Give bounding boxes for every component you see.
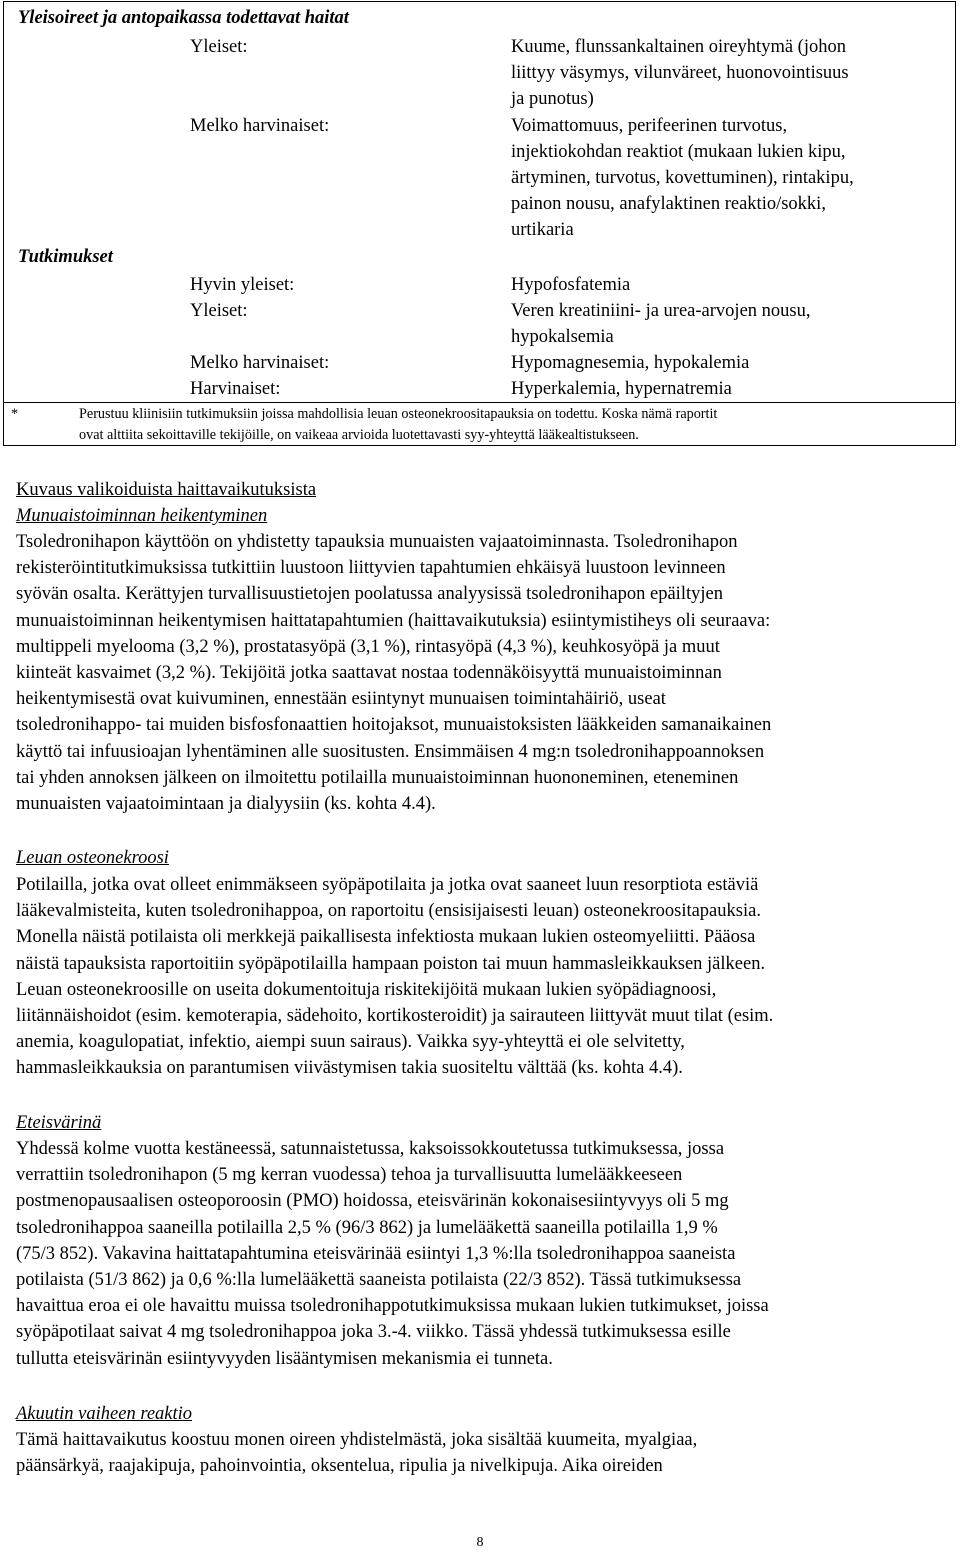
subsection-title: Munuaistoiminnan heikentyminen	[16, 506, 268, 526]
subsection-title: Akuutin vaiheen reaktio	[16, 1404, 193, 1424]
footnote-text: ovat alttiita sekoittaville tekijöille, on vaikeaa arvioida luotettavasti syy-yhteyttä lääkealtistukseen.	[79, 427, 639, 443]
effect-text: hypokalsemia	[511, 327, 614, 347]
subsection-title: Leuan osteonekroosi	[16, 848, 169, 868]
effect-text: Hypomagnesemia, hypokalemia	[511, 353, 750, 373]
paragraph: Potilailla, jotka ovat olleet enimmäkseen syöpäpotilaita ja jotka ovat saaneet luun resorptiota estäviä lääkevalmisteita, kuten tsoledronihappoa, on raportoitu (ensisijaisesti leuan) osteonekroositapauksia. Monella näistä potilaista oli merkkejä paikallisesta infektiosta mukaan lukien osteomyeliitti. Pääosa näistä tapauksista raportoitiin syöpäpotilailla hampaan poiston tai muun hammasleikkauksen jälkeen. Leuan osteonekroosille on useita dokumentoituja riskitekijöitä mukaan lukien syöpädiagnoosi, liitännäishoidot (esim. kemoterapia, sädehoito, kortikosteroidit) ja sairauteen liittyvät muut tilat (esim. anemia, koagulopatiat, infektio, aiempi suun sairaus). Vaikka syy-yhteyttä ei ole selvitetty, hammasleikkauksia on parantumisen viivästymisen takia suositeltu välttää (ks. kohta 4.4).	[16, 875, 774, 1079]
freq-label: Yleiset:	[190, 37, 248, 57]
effect-text: liittyy väsymys, vilunväreet, huonovointisuus	[511, 63, 849, 83]
freq-label: Hyvin yleiset:	[190, 275, 295, 295]
freq-label: Melko harvinaiset:	[190, 353, 330, 373]
effect-text: Hypofosfatemia	[511, 275, 631, 295]
effect-text: painon nousu, anafylaktinen reaktio/sokki,	[511, 194, 826, 214]
freq-label: Harvinaiset:	[190, 379, 281, 399]
effect-text: ja punotus)	[511, 89, 594, 109]
effect-text: injektiokohdan reaktiot (mukaan lukien kipu,	[511, 142, 846, 162]
footnote-text: Perustuu kliinisiin tutkimuksiin joissa mahdollisia leuan osteonekroositapauksia on todettu. Koska nämä raportit	[79, 406, 718, 422]
table-divider	[4, 402, 955, 403]
section-title-general: Yleisoireet ja antopaikassa todettavat haitat	[18, 8, 349, 28]
effect-text: Kuume, flunssankaltainen oireyhtymä (johon	[511, 37, 846, 57]
page-number: 8	[476, 1535, 484, 1550]
freq-label: Melko harvinaiset:	[190, 116, 330, 136]
paragraph: Yhdessä kolme vuotta kestäneessä, satunnaistetussa, kaksoissokkoutetussa tutkimuksessa, jossa verrattiin tsoledronihapon (5 mg kerran vuodessa) tehoa ja turvallisuutta lumelääkkeeseen postmenopausaalisen osteoporoosin (PMO) hoidossa, eteisvärinän kokonaisesiintyvyys oli 5 mg tsoledronihappoa saaneilla potilailla 2,5 % (96/3 862) ja lumelääkettä saaneilla potilailla 1,9 % (75/3 852). Vakavina haittatapahtumina eteisvärinää esiintyi 1,3 %:lla tsoledronihappoa saaneista potilaista (51/3 862) ja 0,6 %:lla lumelääkettä saaneista potilaista (22/3 852). Tässä tutkimuksessa havaittua eroa ei ole havaittu muissa tsoledronihappotutkimuksissa mukaan lukien tutkimukset, joissa syöpäpotilaat saivat 4 mg tsoledronihappoa joka 3.-4. viikko. Tässä yhdessä tutkimuksessa esille tullutta eteisvärinän esiintyvyyden lisääntymisen mekanismia ei tunneta.	[16, 1139, 769, 1369]
effect-text: urtikaria	[511, 220, 574, 240]
adverse-effects-table	[3, 1, 956, 446]
section-heading: Kuvaus valikoiduista haittavaikutuksista	[16, 480, 317, 500]
effect-text: ärtyminen, turvotus, kovettuminen), rintakipu,	[511, 168, 854, 188]
footnote-marker: *	[11, 406, 19, 422]
effect-text: Veren kreatiniini- ja urea-arvojen nousu,	[511, 301, 811, 321]
paragraph: Tämä haittavaikutus koostuu monen oireen yhdistelmästä, joka sisältää kuumeita, myalgiaa, päänsärkyä, raajakipuja, pahoinvointia, oksentelua, ripulia ja nivelkipuja. Aika oireiden	[16, 1430, 698, 1477]
effect-text: Hyperkalemia, hypernatremia	[511, 379, 732, 399]
paragraph: Tsoledronihapon käyttöön on yhdistetty tapauksia munuaisten vajaatoiminnasta. Tsoledronihapon rekisteröintitutkimuksissa tutkittiin luustoon liittyvien tapahtumien ehkäisyä luustoon levinneen syövän osalta. Kerättyjen turvallisuustietojen poolatussa analyysissä tsoledronihapon epäiltyjen munuaistoiminnan heikentymisen haittatapahtumien (haittavaikutuksia) esiintymistiheys oli seuraava: multippeli myelooma (3,2 %), prostatasyöpä (3,1 %), rintasyöpä (4,3 %), keuhkosyöpä ja muut kiinteät kasvaimet (3,2 %). Tekijöitä jotka saattavat nostaa todennäköisyyttä munuaistoiminnan heikentymisestä ovat kuivuminen, ennestään esiintynyt munuaisen toimintahäiriö, useat tsoledronihappo- tai muiden bisfosfonaattien hoitojaksot, munuaistoksisten lääkkeiden samanaikainen käyttö tai infuusioajan lyhentäminen alle suositusten. Ensimmäisen 4 mg:n tsoledronihappoannoksen tai yhden annoksen jälkeen on ilmoitettu potilailla munuaistoiminnan huononeminen, eteneminen munuaisten vajaatoimintaan ja dialyysiin (ks. kohta 4.4).	[16, 532, 772, 815]
freq-label: Yleiset:	[190, 301, 248, 321]
effect-text: Voimattomuus, perifeerinen turvotus,	[511, 116, 788, 136]
subsection-title: Eteisvärinä	[16, 1113, 102, 1133]
section-title-investigations: Tutkimukset	[18, 247, 113, 267]
